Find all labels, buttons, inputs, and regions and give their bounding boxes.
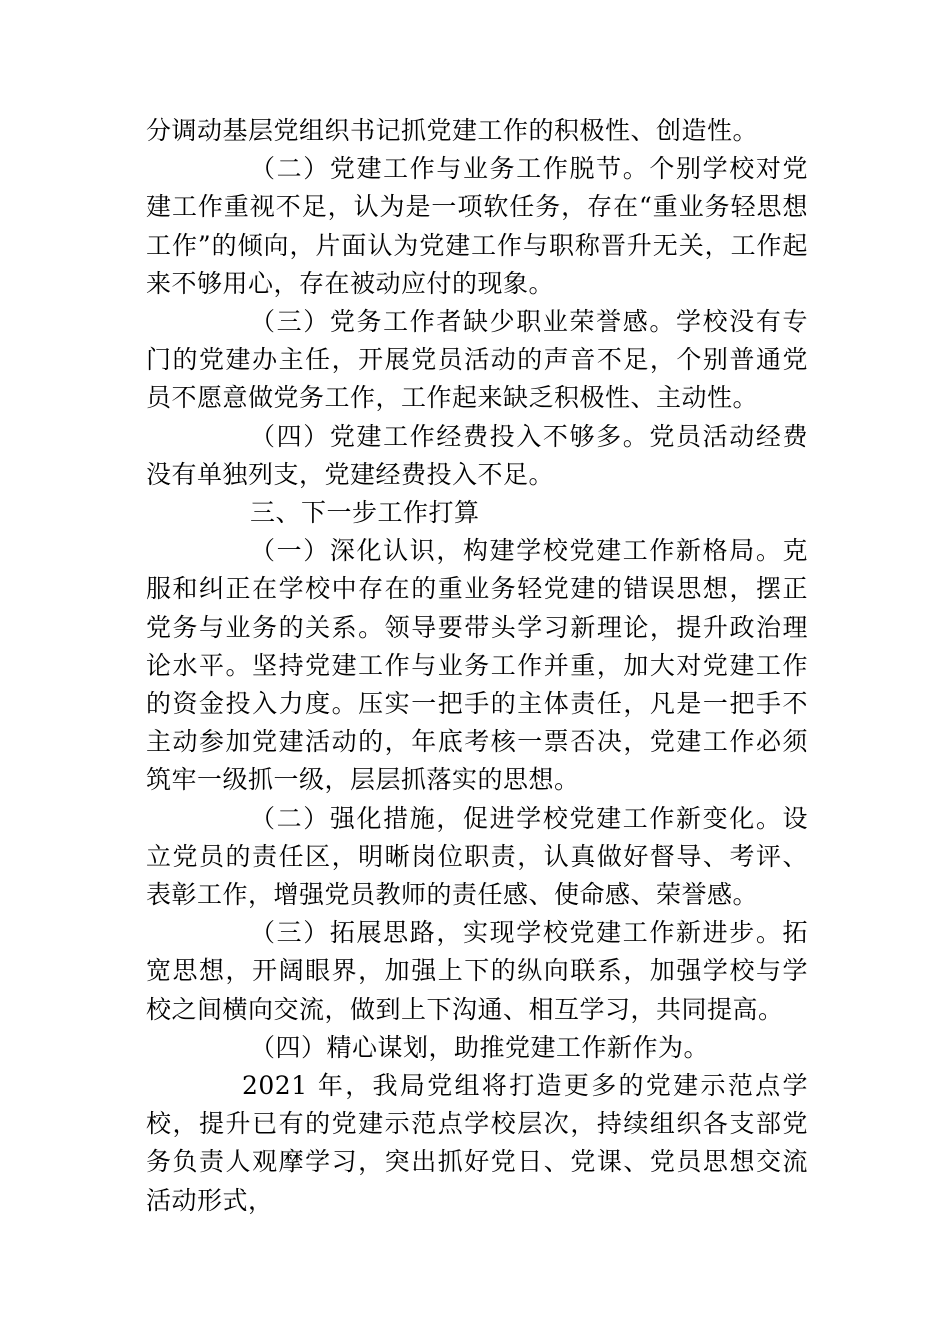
paragraph-continuation: 分调动基层党组织书记抓党建工作的积极性、创造性。 (146, 116, 759, 145)
paragraph-plan-1: （一）深化认识，构建学校党建工作新格局。克服和纠正在学校中存在的重业务轻党建的错误思想，摆正党务与业务的关系。领导要带头学习新理论，提升政治理论水平。坚持党建工作与业务工作并重，加大对党建工作的资金投入力度。压实一把手的主体责任，凡是一把手不主动参加党建活动的，年底考核一票否决，党建工作必须筑牢一级抓一级，层层抓落实的思想。 (146, 536, 808, 795)
paragraph-issue-3: （三）党务工作者缺少职业荣誉感。学校没有专门的党建办主任，开展党员活动的声音不足，个别普通党员不愿意做党务工作，工作起来缺乏积极性、主动性。 (146, 307, 808, 413)
paragraph-plan-3: （三）拓展思路，实现学校党建工作新进步。拓宽思想，开阔眼界，加强上下的纵向联系，加强学校与学校之间横向交流，做到上下沟通、相互学习，共同提高。 (146, 918, 808, 1024)
paragraph-issue-4: （四）党建工作经费投入不够多。党员活动经费没有单独列支，党建经费投入不足。 (146, 421, 808, 489)
section-heading-next-steps: 三、下一步工作打算 (250, 498, 480, 528)
paragraph-issue-2: （二）党建工作与业务工作脱节。个别学校对党建工作重视不足，认为是一项软任务，存在“重业务轻思想工作”的倾向，片面认为党建工作与职称晋升无关，工作起来不够用心，存在被动应付的现象。 (146, 154, 808, 298)
paragraph-plan-4: （四）精心谋划，助推党建工作新作为。 (250, 1032, 710, 1062)
document-body (146, 112, 808, 1220)
paragraph-plan-2: （二）强化措施，促进学校党建工作新变化。设立党员的责任区，明晰岗位职责，认真做好督导、考评、表彰工作，增强党员教师的责任感、使命感、荣誉感。 (146, 803, 808, 910)
paragraph-2021-plan: 2021 年，我局党组将打造更多的党建示范点学校，提升已有的党建示范点学校层次，持续组织各支部党务负责人观摩学习，突出抓好党日、党课、党员思想交流活动形式， (146, 1071, 808, 1215)
